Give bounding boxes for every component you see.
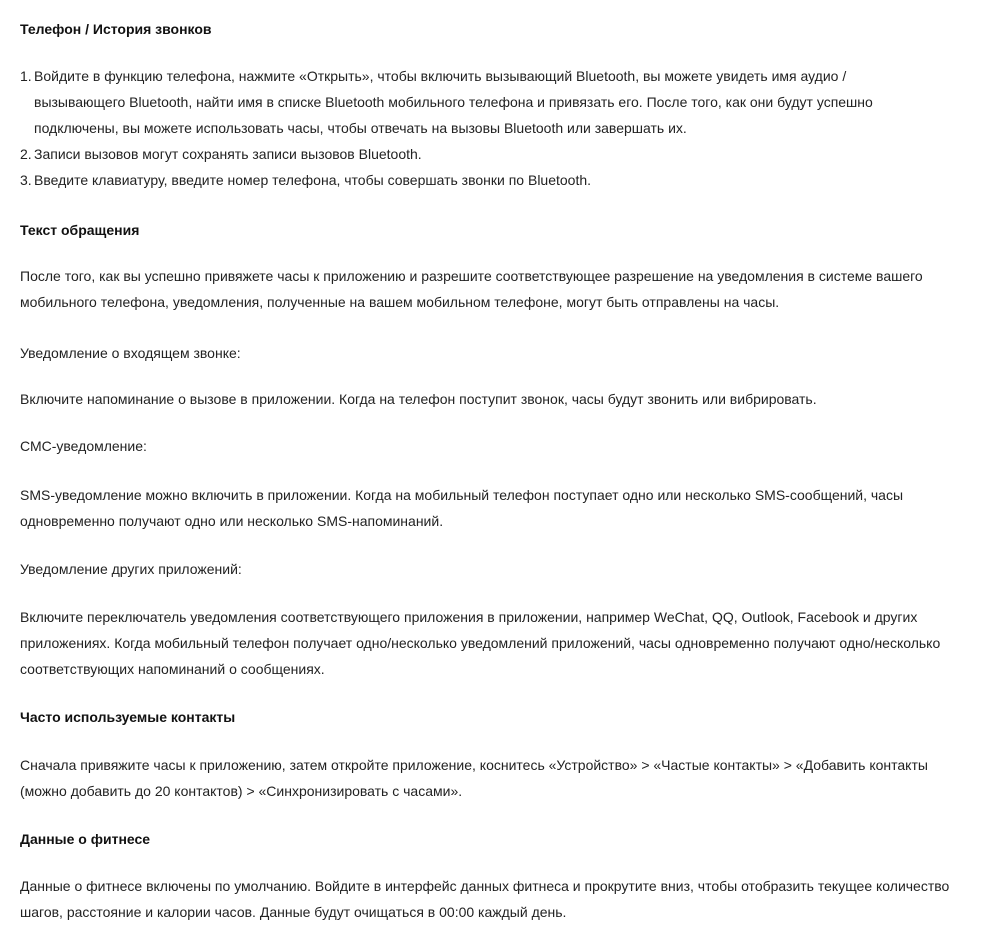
other-apps-label: Уведомление других приложений: <box>20 561 242 577</box>
incoming-call-label: Уведомление о входящем звонке: <box>20 345 241 361</box>
list-item <box>20 141 920 167</box>
notifications-intro-text: После того, как вы успешно привяжете часы к приложению и разрешите соответствующее разрешение на уведомления в системе вашего мобильного телефона, уведомления, полученные на вашем мобильном телефоне, могут быть отправлены на часы. <box>20 268 923 310</box>
fitness-section-heading: Данные о фитнесе <box>20 831 151 847</box>
contacts-section-heading: Часто используемые контакты <box>20 709 236 725</box>
list-item <box>20 167 920 193</box>
sms-notification-text: SMS-уведомление можно включить в приложении. Когда на мобильный телефон поступает одно или несколько SMS-сообщений, часы одновременно получают одно или несколько SMS-напоминаний. <box>20 487 904 529</box>
incoming-call-text: Включите напоминание о вызове в приложении. Когда на телефон поступит звонок, часы будут звонить или вибрировать. <box>20 391 817 407</box>
list-item-text: Введите клавиатуру, введите номер телефона, чтобы совершать звонки по Bluetooth. <box>34 172 592 188</box>
phone-instructions-list <box>20 63 920 193</box>
list-item-number: 3. <box>20 172 32 188</box>
list-item <box>20 63 920 141</box>
list-item-number: 1. <box>20 68 32 84</box>
phone-section-heading: Телефон / История звонков <box>20 21 212 37</box>
fitness-section-text: Данные о фитнесе включены по умолчанию. Войдите в интерфейс данных фитнеса и прокрутите вниз, чтобы отобразить текущее количество шагов, расстояние и калории часов. Данные будут очищаться в 00:00 каждый день. <box>20 878 950 920</box>
other-apps-text: Включите переключатель уведомления соответствующего приложения в приложении, например WeChat, QQ, Outlook, Facebook и других приложениях. Когда мобильный телефон получает одно/несколько уведомлений приложений, часы одновременно получают одно/несколько соответствующих напоминаний о сообщениях. <box>20 609 941 677</box>
notifications-section-heading: Текст обращения <box>20 222 140 238</box>
contacts-section-text: Сначала привяжите часы к приложению, затем откройте приложение, коснитесь «Устройство» > «Частые контакты» > «Добавить контакты (можно добавить до 20 контактов) > «Синхронизировать с часами». <box>20 757 928 799</box>
sms-notification-label: СМС-уведомление: <box>20 438 147 454</box>
list-item-text: Войдите в функцию телефона, нажмите «Открыть», чтобы включить вызывающий Bluetooth, вы можете увидеть имя аудио / вызывающего Bluetooth, найти имя в списке Bluetooth мобильного телефона и привязать его. После того, как они будут успешно подключены, вы можете использовать часы, чтобы отвечать на вызовы Bluetooth или завершать их. <box>34 68 873 136</box>
list-item-text: Записи вызовов могут сохранять записи вызовов Bluetooth. <box>34 146 422 162</box>
list-item-number: 2. <box>20 146 32 162</box>
